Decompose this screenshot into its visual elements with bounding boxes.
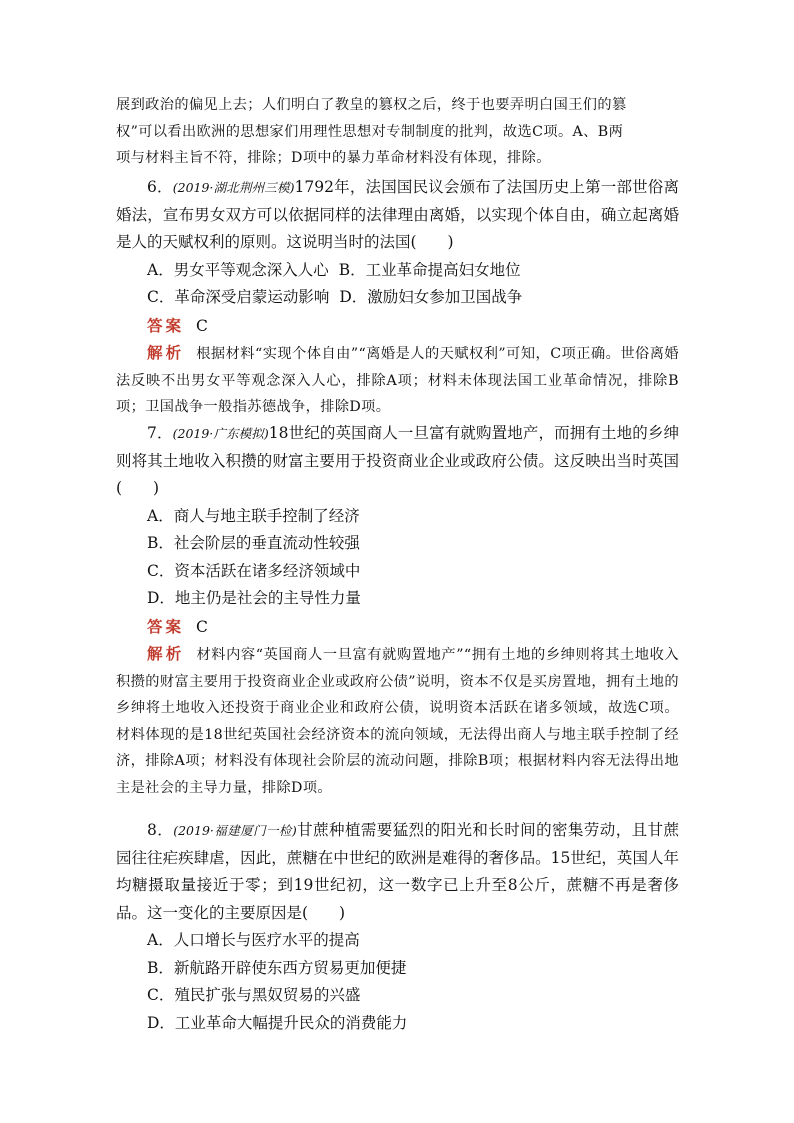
question-8-option-b: B．新航路开辟使东西方贸易更加便捷 [147,958,407,977]
question-7-stem [116,420,679,503]
question-7-analysis [116,641,679,801]
question-6-analysis-label: 解析 [147,343,185,362]
question-6-analysis [116,340,679,421]
question-6-option-b: B．工业革命提高妇女地位 [338,260,521,279]
question-7-analysis-text: 材料内容“英国商人一旦富有就购置地产”“拥有土地的乡绅则将其土地收入积攒的财富主要用于投资商业企业或政府公债”说明，资本不仅是买房置地，拥有土地的乡绅将土地收入还投资于商业企业和政府公债，说明资本活跃在诸多领域，故选C项。材料体现的是18世纪英国社会经济资本的流向领域，无法得出商人与地主联手控制了经济，排除A项；材料没有体现社会阶层的流动问题，排除B项；根据材料内容无法得出地主是社会的主导力量，排除D项。 [116,647,679,796]
question-7-option-b: B．社会阶层的垂直流动性较强 [147,534,360,552]
question-8 [116,817,679,1037]
question-6-number: 6． [147,178,173,196]
question-8-stem [116,817,679,927]
question-6-text: 1792年，法国国民议会颁布了法国历史上第一部世俗离婚法，宣布男女双方可以依据同样的法律理由离婚，以实现个体自由，确立起离婚是人的天赋权利的原则。这说明当时的法国( ) [116,178,679,251]
intro-line-3: 项与材料主旨不符，排除；D项中的暴力革命材料没有体现，排除。 [116,150,551,166]
question-7-option-c: C．资本活跃在诸多经济领域中 [147,561,361,580]
question-7-text: 18世纪的英国商人一旦富有就购置地产，而拥有土地的乡绅则将其土地收入积攒的财富主要用于投资商业企业或政府公债。这反映出当时英国( ) [116,424,679,497]
question-7-option-a: A．商人与地主联手控制了经济 [147,506,360,525]
question-6 [116,174,679,421]
question-6-option-d: D．激励妇女参加卫国战争 [339,288,523,306]
question-6-option-c: C．革命深受启蒙运动影响 [147,288,330,306]
intro-line-1: 展到政治的偏见上去；人们明白了教皇的篡权之后，终于也要弄明白国王们的篡 [116,97,627,113]
question-6-source: (2019·湖北荆州三模) [172,180,295,195]
question-6-stem [116,174,679,257]
question-8-option-a: A．人口增长与医疗水平的提高 [147,931,360,949]
question-6-options-row-2 [116,284,679,312]
question-6-answer-value: C [196,316,208,335]
question-8-option-c: C．殖民扩张与黑奴贸易的兴盛 [147,986,361,1004]
question-6-options-row-1 [116,257,679,285]
question-7-answer-value: C [196,617,208,636]
question-7-answer-label: 答案 [147,616,185,636]
question-7-source: (2019·广东模拟) [172,426,269,441]
question-8-text: 甘蔗种植需要猛烈的阳光和长时间的密集劳动，且甘蔗园往往疟疾肆虐，因此，蔗糖在中世纪的欧洲是难得的奢侈品。15世纪，英国人年均糖摄取量接近于零；到19世纪初，这一数字已上升至8公斤，蔗糖不再是奢侈品。这一变化的主要原因是( ) [116,821,679,922]
question-8-source: (2019·福建厦门一检) [173,823,297,838]
question-7-number: 7． [147,424,173,442]
question-7-analysis-label: 解析 [147,644,185,663]
intro-paragraph [116,92,679,172]
question-6-answer [116,312,679,341]
question-7-answer [116,613,679,642]
question-6-answer-label: 答案 [147,315,185,335]
question-7-option-d: D．地主仍是社会的主导性力量 [147,589,361,607]
intro-line-2: 权”可以看出欧洲的思想家们用理性思想对专制制度的批判，故选C项。A、B两 [116,123,624,140]
question-8-number: 8． [147,821,174,839]
question-8-option-d: D．工业革命大幅提升民众的消费能力 [147,1013,408,1032]
question-6-option-a: A．男女平等观念深入人心 [147,260,329,279]
question-6-analysis-text: 根据材料“实现个体自由”“离婚是人的天赋权利”可知，C项正确。世俗离婚法反映不出男女平等观念深入人心，排除A项；材料未体现法国工业革命情况，排除B项；卫国战争一般指苏德战争，排除D项。 [116,346,679,415]
question-7 [116,420,679,801]
